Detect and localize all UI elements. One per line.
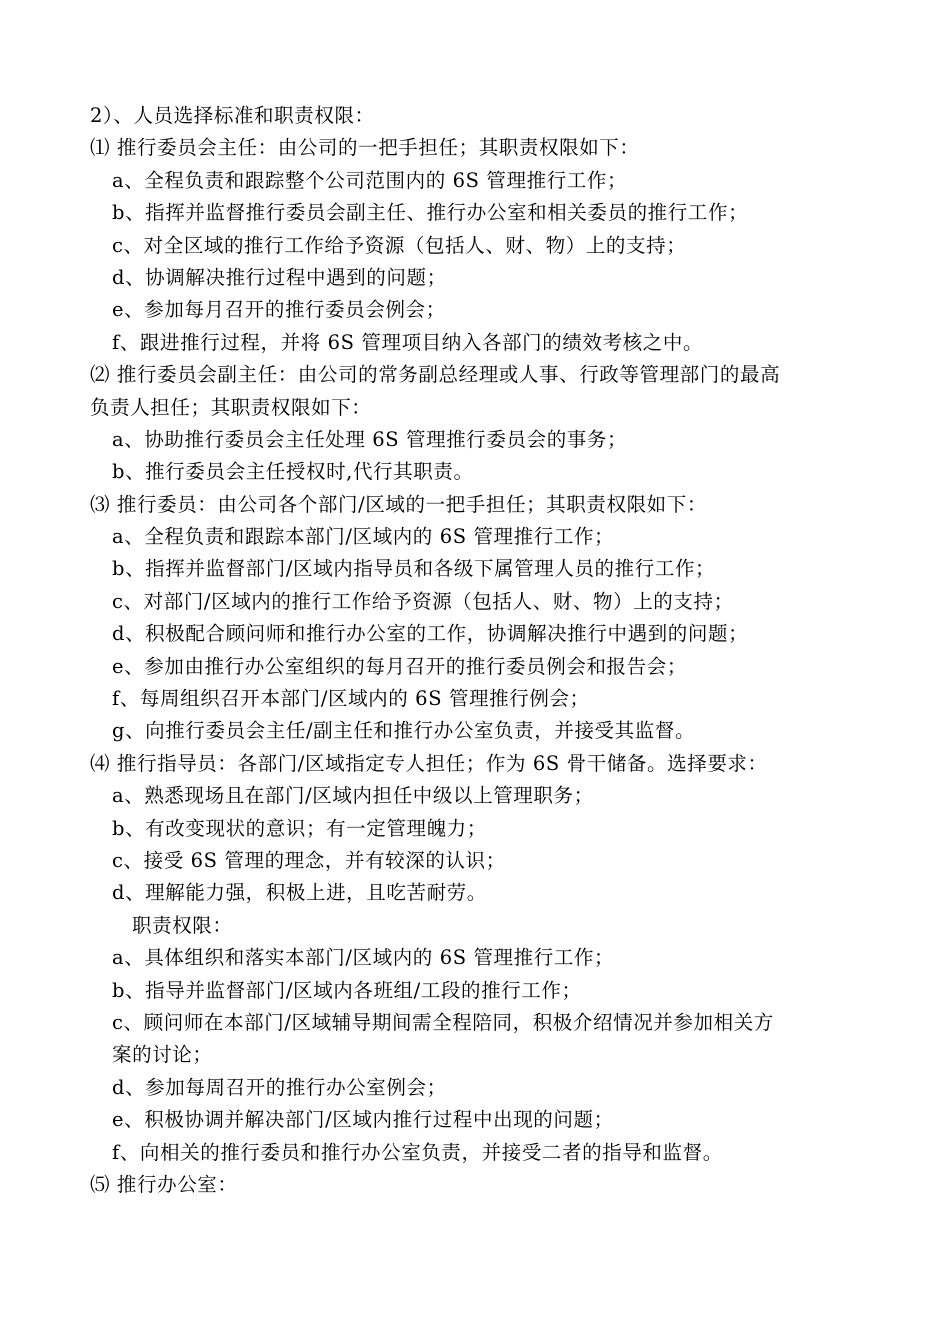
- list-item: c、顾问师在本部门/区域辅导期间需全程陪同，积极介绍情况并参加相关方: [112, 1010, 774, 1034]
- list-item: c、对部门/区域内的推行工作给予资源（包括人、财、物）上的支持；: [112, 589, 734, 613]
- list-item-continuation: 案的讨论；: [112, 1043, 213, 1067]
- list-item: e、参加由推行办公室组织的每月召开的推行委员例会和报告会；: [112, 654, 687, 678]
- heading-staff-selection: 2）、人员选择标准和职责权限：: [90, 104, 375, 127]
- list-item: e、参加每月召开的推行委员会例会；: [112, 298, 446, 322]
- list-item: d、理解能力强，积极上进，且吃苦耐劳。: [112, 881, 487, 905]
- list-item: e、积极协调并解决部门/区域内推行过程中出现的问题；: [112, 1108, 614, 1132]
- list-item: a、协助推行委员会主任处理 6S 管理推行委员会的事务；: [112, 427, 628, 451]
- list-item: a、全程负责和跟踪整个公司范围内的 6S 管理推行工作；: [112, 168, 628, 192]
- section-promotion-office: ⑸ 推行办公室：: [90, 1172, 238, 1196]
- list-item: a、熟悉现场且在部门/区域内担任中级以上管理职务；: [112, 784, 594, 808]
- section-committee-member: ⑶ 推行委员：由公司各个部门/区域的一把手担任；其职责权限如下：: [90, 492, 707, 516]
- list-item: d、积极配合顾问师和推行办公室的工作，协调解决推行中遇到的问题；: [112, 622, 749, 646]
- responsibilities-label: 职责权限：: [132, 913, 233, 937]
- list-item: f、跟进推行过程，并将 6S 管理项目纳入各部门的绩效考核之中。: [112, 330, 704, 354]
- list-item: a、具体组织和落实本部门/区域内的 6S 管理推行工作；: [112, 946, 615, 970]
- list-item: c、接受 6S 管理的理念，并有较深的认识；: [112, 848, 506, 872]
- list-item: b、指挥并监督推行委员会副主任、推行办公室和相关委员的推行工作；: [112, 201, 749, 225]
- list-item: d、协调解决推行过程中遇到的问题；: [112, 265, 447, 289]
- list-item: b、有改变现状的意识；有一定管理魄力；: [112, 816, 487, 840]
- list-item: b、推行委员会主任授权时,代行其职责。: [112, 460, 474, 484]
- list-item: b、指导并监督部门/区域内各班组/工段的推行工作；: [112, 978, 582, 1002]
- list-item: d、参加每周召开的推行办公室例会；: [112, 1075, 447, 1099]
- list-item: g、向推行委员会主任/副主任和推行办公室负责，并接受其监督。: [112, 719, 696, 743]
- list-item: f、每周组织召开本部门/区域内的 6S 管理推行例会；: [112, 687, 590, 711]
- list-item: f、向相关的推行委员和推行办公室负责，并接受二者的指导和监督。: [112, 1140, 723, 1164]
- section-committee-director: ⑴ 推行委员会主任：由公司的一把手担任；其职责权限如下：: [90, 136, 640, 160]
- section-committee-deputy-director: ⑵ 推行委员会副主任：由公司的常务副总经理或人事、行政等管理部门的最高: [90, 363, 781, 387]
- section-continuation: 负责人担任；其职责权限如下：: [90, 395, 372, 419]
- list-item: a、全程负责和跟踪本部门/区域内的 6S 管理推行工作；: [112, 525, 615, 549]
- list-item: b、指挥并监督部门/区域内指导员和各级下属管理人员的推行工作；: [112, 557, 716, 581]
- document-body: [90, 100, 870, 1201]
- section-instructor: ⑷ 推行指导员：各部门/区域指定专人担任；作为 6S 骨干储备。选择要求：: [90, 751, 768, 775]
- list-item: c、对全区域的推行工作给予资源（包括人、财、物）上的支持；: [112, 233, 687, 257]
